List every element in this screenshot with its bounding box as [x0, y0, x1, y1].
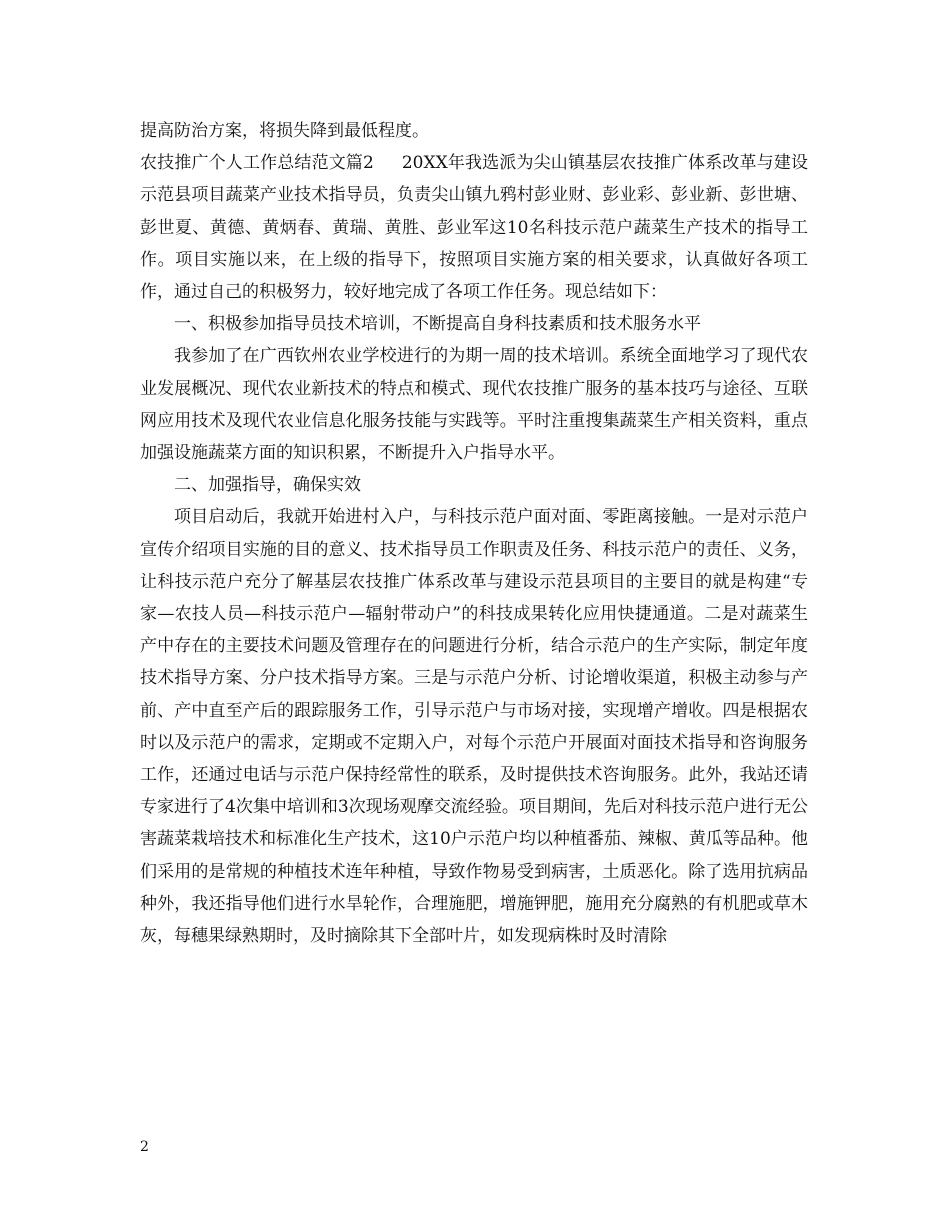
document-body: [140, 115, 808, 952]
paragraph-continuation: [140, 115, 808, 147]
paragraph-article-intro: [140, 147, 808, 308]
paragraph-text: 提高防治方案，将损失降到最低程度。: [140, 121, 429, 141]
section-heading-text: 二、加强指导，确保实效: [174, 475, 361, 496]
paragraph-text: 我参加了在广西钦州农业学校进行的为期一周的技术培训。系统全面地学习了现代农业发展概况、现代农业新技术的特点和模式、现代农技推广服务的基本技巧与途径、互联网应用技术及现代农业信息化服务技能与实践等。平时注重搜集蔬菜生产相关资料，重点加强设施蔬菜方面的知识积累，不断提升入户指导水平。: [140, 346, 808, 464]
paragraph-training: [140, 340, 808, 469]
paragraph-guidance: [140, 501, 808, 952]
article-title: 农技推广个人工作总结范文篇2: [140, 153, 374, 174]
section-heading-2: [140, 469, 808, 501]
section-heading-text: 一、积极参加指导员技术培训，不断提高自身科技素质和技术服务水平: [174, 314, 701, 335]
paragraph-text: 项目启动后，我就开始进村入户，与科技示范户面对面、零距离接触。一是对示范户宣传介绍项目实施的目的意义、技术指导员工作职责及任务、科技示范户的责任、义务，让科技示范户充分了解基层农技推广体系改革与建设示范县项目的主要目的就是构建“专家—农技人员—科技示范户—辐射带动户”的科技成果转化应用快捷通道。二是对蔬菜生产中存在的主要技术问题及管理存在的问题进行分析，结合示范户的生产实际，制定年度技术指导方案、分户技术指导方案。三是与示范户分析、讨论增收渠道，积极主动参与产前、产中直至产后的跟踪服务工作，引导示范户与市场对接，实现增产增收。四是根据农时以及示范户的需求，定期或不定期入户，对每个示范户开展面对面技术指导和咨询服务工作，还通过电话与示范户保持经常性的联系，及时提供技术咨询服务。此外，我站还请专家进行了4次集中培训和3次现场观摩交流经验。项目期间，先后对科技示范户进行无公害蔬菜栽培技术和标准化生产技术，这10户示范户均以种植番茄、辣椒、黄瓜等品种。他们采用的是常规的种植技术连年种植，导致作物易受到病害，土质恶化。除了选用抗病品种外，我还指导他们进行水旱轮作，合理施肥，增施钾肥，施用充分腐熟的有机肥或草木灰，每穗果绿熟期时，及时摘除其下全部叶片，如发现病株时及时清除: [140, 507, 808, 947]
section-heading-1: [140, 308, 808, 340]
paragraph-text: 20XX年我选派为尖山镇基层农技推广体系改革与建设示范县项目蔬菜产业技术指导员，负责尖山镇九鸦村彭业财、彭业彩、彭业新、彭世塘、彭世夏、黄德、黄炳春、黄瑞、黄胜、彭业军这10名科技示范户蔬菜生产技术的指导工作。项目实施以来，在上级的指导下，按照项目实施方案的相关要求，认真做好各项工作，通过自己的积极努力，较好地完成了各项工作任务。现总结如下：: [140, 153, 808, 303]
page-number: 2: [140, 1139, 149, 1155]
